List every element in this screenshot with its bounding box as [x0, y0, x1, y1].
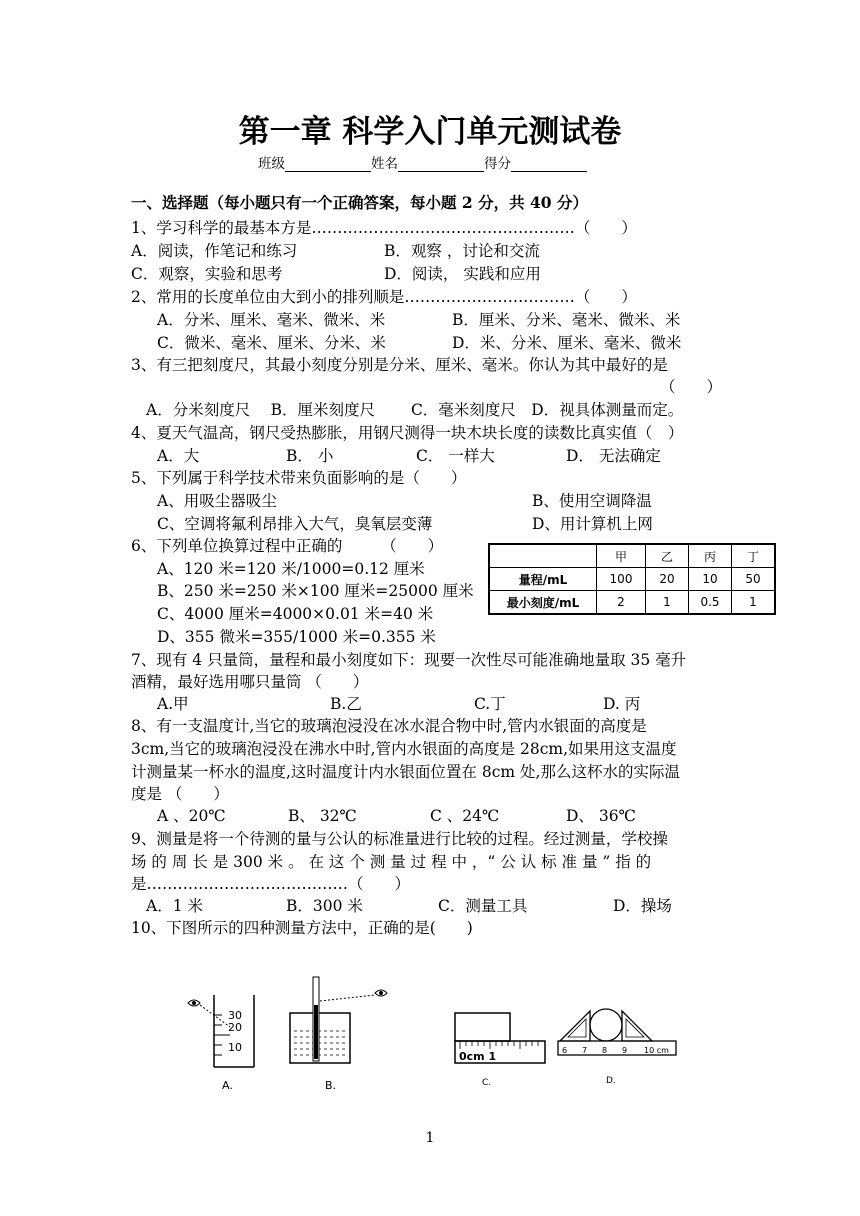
option-7b[interactable]: B.乙 [330, 695, 362, 713]
table-cell: 1 [732, 591, 776, 615]
question-8-cont3: 度是 （ ） [131, 785, 229, 803]
figure-label-c: C. [482, 1078, 492, 1088]
ruler-label: 0cm 1 [459, 1050, 497, 1063]
question-8-cont1: 3cm,当它的玻璃泡浸没在沸水中时,管内水银面的高度是 28cm,如果用这支温度 [131, 740, 677, 758]
table-header-cell: 丙 [689, 544, 732, 568]
option-7c[interactable]: C.丁 [474, 695, 506, 713]
question-3: 3、有三把刻度尺，其最小刻度分别是分米、厘米、毫米。你认为其中最好的是 [131, 356, 668, 374]
table-header-cell: 甲 [597, 544, 646, 568]
option-2c[interactable]: C．微米、毫米、厘米、分米、米 [157, 334, 386, 352]
page-title: 第一章 科学入门单元测试卷 [238, 114, 622, 150]
question-7: 7、现有 4 只量筒，量程和最小刻度如下：现要一次性尽可能准确地量取 35 毫升 [131, 651, 687, 669]
measurement-figure [170, 965, 710, 1095]
option-4c[interactable]: C． 一样大 [416, 447, 495, 465]
ruler-tick: 8 [602, 1046, 608, 1055]
option-6a[interactable]: A、120 米=120 米/1000=0.12 厘米 [157, 560, 425, 578]
figure-label-d: D. [606, 1076, 616, 1086]
score-label: 得分 [484, 156, 511, 172]
table-cell: 10 [689, 568, 732, 591]
option-4d[interactable]: D． 无法确定 [566, 447, 661, 465]
option-1a[interactable]: A．阅读，作笔记和练习 [131, 242, 298, 260]
question-7-cont: 酒精，最好选用哪只量筒 （ ） [131, 673, 369, 691]
question-9-cont2: 是…………………………………（ ） [131, 875, 411, 893]
option-8a[interactable]: A 、20℃ [157, 807, 226, 825]
table-row [489, 591, 775, 615]
ruler-tick: 10 cm [644, 1046, 669, 1055]
answer-bracket-3: （ ） [660, 378, 723, 396]
class-field[interactable] [285, 157, 371, 172]
option-8d[interactable]: D、 36℃ [566, 807, 636, 825]
cylinder-table [488, 543, 776, 615]
option-7a[interactable]: A.甲 [157, 695, 189, 713]
table-cell: 2 [597, 591, 646, 615]
table-cell: 0.5 [689, 591, 732, 615]
question-2: 2、常用的长度单位由大到小的排列顺是……………………………（ ） [131, 288, 637, 306]
option-9d[interactable]: D．操场 [613, 897, 672, 915]
question-10: 10、下图所示的四种测量方法中，正确的是( ) [131, 919, 473, 937]
option-9a[interactable]: A．1 米 [146, 897, 203, 915]
question-5: 5、下列属于科学技术带来负面影响的是（ ） [131, 469, 467, 487]
option-7d[interactable]: D. 丙 [603, 695, 641, 713]
option-2b[interactable]: B．厘米、分米、毫米、微米、米 [452, 311, 681, 329]
option-8b[interactable]: B、 32℃ [288, 807, 357, 825]
name-field[interactable] [398, 157, 484, 172]
tick-label: 30 [228, 1009, 242, 1022]
table-header-cell: 乙 [646, 544, 689, 568]
question-9: 9、测量是将一个待测的量与公认的标准量进行比较的过程。经过测量，学校操 [131, 830, 668, 848]
option-5b[interactable]: B、使用空调降温 [532, 492, 652, 510]
section-heading: 一、选择题（每小题只有一个正确答案，每小题 2 分，共 40 分） [131, 193, 588, 212]
question-6: 6、下列单位换算过程中正确的 （ ） [131, 537, 444, 555]
option-9b[interactable]: B．300 米 [286, 897, 363, 915]
figure-label-a: A. [222, 1079, 233, 1092]
ruler-tick: 6 [562, 1046, 568, 1055]
table-row [489, 568, 775, 591]
ruler-tick: 7 [582, 1046, 588, 1055]
option-5d[interactable]: D、用计算机上网 [532, 515, 653, 533]
question-8: 8、有一支温度计,当它的玻璃泡浸没在冰水混合物中时,管内水银面的高度是 [131, 717, 647, 735]
question-4: 4、夏天气温高，钢尺受热膨胀，用钢尺测得一块木块长度的读数比真实值（ ） [131, 424, 684, 442]
option-8c[interactable]: C 、24℃ [430, 807, 500, 825]
table-cell: 100 [597, 568, 646, 591]
page-number: 1 [425, 1130, 435, 1146]
table-header-cell: 丁 [732, 544, 776, 568]
figure-d [558, 1009, 676, 1086]
option-6c[interactable]: C、4000 厘米=4000×0.01 米=40 米 [157, 605, 434, 623]
question-8-cont2: 计测量某一杯水的温度,这时温度计内水银面位置在 8cm 处,那么这杯水的实际温 [131, 763, 680, 781]
table-cell: 50 [732, 568, 776, 591]
option-1c[interactable]: C．观察，实验和思考 [131, 265, 283, 283]
table-header-cell [489, 544, 597, 568]
option-1d[interactable]: D．阅读， 实践和应用 [384, 265, 541, 283]
option-2a[interactable]: A．分米、厘米、毫米、微米、米 [157, 311, 386, 329]
score-field[interactable] [511, 157, 587, 172]
figure-b [290, 977, 387, 1092]
figure-c [455, 1013, 545, 1088]
name-label: 姓名 [371, 156, 398, 172]
option-6b[interactable]: B、250 米=250 米×100 厘米=25000 厘米 [157, 582, 474, 600]
option-5a[interactable]: A、用吸尘器吸尘 [157, 492, 277, 510]
figure-a [188, 995, 254, 1092]
table-cell: 20 [646, 568, 689, 591]
student-info [258, 152, 587, 172]
question-1: 1、学习科学的最基本方是……………………………………………（ ） [131, 219, 637, 237]
figure-label-b: B. [325, 1079, 337, 1092]
table-cell: 最小刻度/mL [489, 591, 597, 615]
tick-label: 20 [228, 1021, 242, 1034]
option-5c[interactable]: C、空调将氟利昂排入大气，臭氧层变薄 [157, 515, 433, 533]
option-6d[interactable]: D、355 微米=355/1000 米=0.355 米 [157, 628, 436, 646]
ruler-tick: 9 [622, 1046, 628, 1055]
question-9-cont1: 场 的 周 长 是 300 米 。 在 这 个 测 量 过 程 中 ，“ 公 认 标 准 量 ” 指 的 [131, 853, 652, 871]
options-3[interactable]: A．分米刻度尺 B．厘米刻度尺 C．毫米刻度尺 D．视具体测量而定。 [146, 401, 684, 419]
option-1b[interactable]: B．观察 ，讨论和交流 [384, 242, 540, 260]
option-4b[interactable]: B． 小 [286, 447, 334, 465]
tick-label: 10 [228, 1041, 242, 1054]
option-9c[interactable]: C．测量工具 [438, 897, 528, 915]
table-cell: 1 [646, 591, 689, 615]
table-header-row [489, 544, 775, 568]
option-2d[interactable]: D．米、分米、厘米、毫米、微米 [452, 334, 682, 352]
class-label: 班级 [258, 156, 285, 172]
table-cell: 量程/mL [489, 568, 597, 591]
option-4a[interactable]: A．大 [157, 447, 200, 465]
